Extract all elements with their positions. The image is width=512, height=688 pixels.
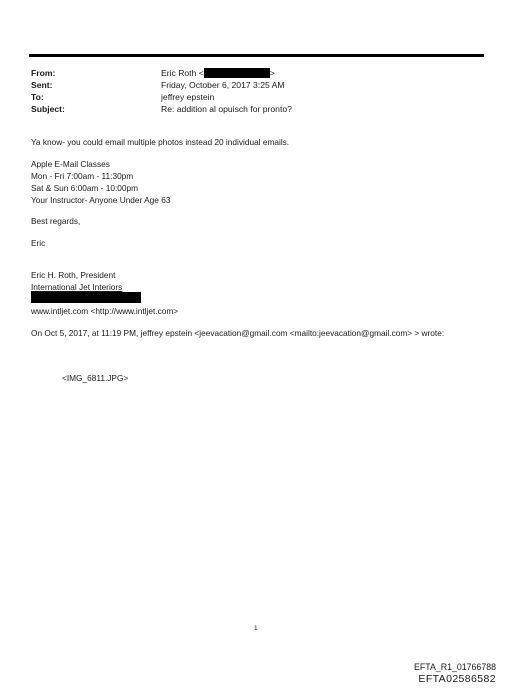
class-title: Apple E-Mail Classes xyxy=(31,159,110,169)
signature-name: Eric H. Roth, President xyxy=(31,270,116,280)
bates-number-1: EFTA_R1_01766788 xyxy=(414,662,496,672)
from-close: > xyxy=(269,68,275,78)
from-name: Eric Roth < xyxy=(161,68,204,78)
signature-company: International Jet Interiors xyxy=(31,282,123,292)
sent-value: Friday, October 6, 2017 3:25 AM xyxy=(161,80,285,90)
class-weekday: Mon - Fri 7:00am - 11:30pm xyxy=(31,171,134,181)
class-weekend: Sat & Sun 6:00am - 10:00pm xyxy=(31,183,139,193)
to-value: jeffrey epstein xyxy=(161,92,215,102)
redaction-box xyxy=(204,68,270,78)
from-label: From: xyxy=(31,68,56,78)
body-line-1: Ya know- you could email multiple photos instead 20 individual emails. xyxy=(31,137,290,147)
quoted-intro: On Oct 5, 2017, at 11:19 PM, jeffrey epstein <jeevacation@gmail.com <mailto:jeevacation@gmail.com> > wrote: xyxy=(31,328,445,338)
to-label: To: xyxy=(31,92,44,102)
redaction-box xyxy=(31,292,141,303)
subject-value: Re: addition al opuisch for pronto? xyxy=(161,104,292,114)
signature-redaction xyxy=(31,292,141,303)
sent-label: Sent: xyxy=(31,80,53,90)
attachment-name: <IMG_6811.JPG> xyxy=(62,373,129,383)
instructor-line: Your Instructor- Anyone Under Age 63 xyxy=(31,195,171,205)
bates-number-2: EFTA02586582 xyxy=(418,673,496,685)
header-divider-rule xyxy=(29,54,484,57)
signature-website[interactable]: www.intljet.com <http://www.intljet.com> xyxy=(31,306,179,316)
subject-label: Subject: xyxy=(31,104,65,114)
closing-line: Best regards, xyxy=(31,216,81,226)
signoff-line: Eric xyxy=(31,238,46,248)
page-number: 1 xyxy=(254,625,258,632)
from-value xyxy=(161,68,275,78)
